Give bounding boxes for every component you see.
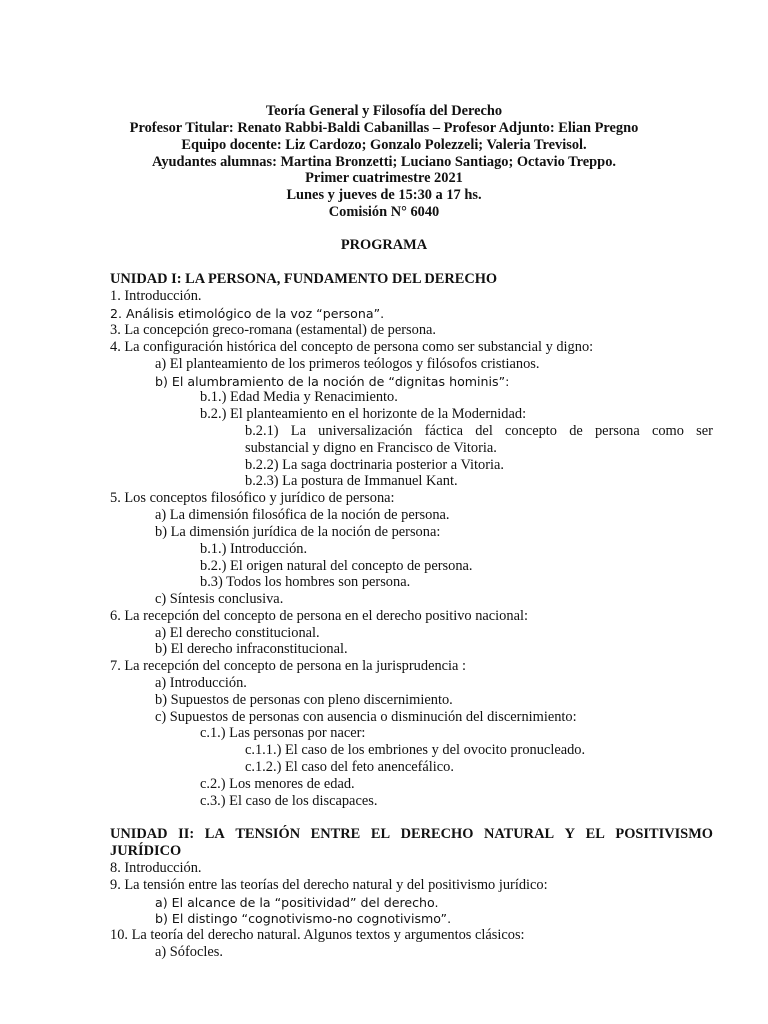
list-item: a) El alcance de la “positividad” del derecho. [155,895,439,910]
list-item: b) El derecho infraconstitucional. [155,641,348,657]
course-title: Teoría General y Filosofía del Derecho [265,103,503,119]
list-item: b.2.) El planteamiento en el horizonte de la Modernidad: [200,406,527,422]
professors-line: Profesor Titular: Renato Rabbi-Baldi Cabanillas – Profesor Adjunto: Elian Pregno [129,120,639,136]
list-item: 6. La recepción del concepto de persona en el derecho positivo nacional: [110,608,528,624]
word: de [569,423,583,439]
word: concepto [505,423,557,439]
word: EL [585,826,605,842]
word: UNIDAD [110,826,168,842]
teaching-team-line: Equipo docente: Liz Cardozo; Gonzalo Polezzeli; Valeria Trevisol. [181,137,587,153]
list-item: 1. Introducción. [110,288,202,304]
word: DERECHO [400,826,474,842]
list-item: 10. La teoría del derecho natural. Algunos textos y argumentos clásicos: [110,927,525,943]
word: EL [370,826,391,842]
word: NATURAL [483,826,555,842]
word: b.2.1) [245,423,279,439]
list-item-justified [245,423,713,440]
list-item: 7. La recepción del concepto de persona en la jurisprudencia : [110,658,467,674]
list-item: b.1.) Introducción. [200,541,308,557]
program-heading: PROGRAMA [340,237,428,253]
list-item: c.3.) El caso de los discapaces. [200,793,378,809]
list-item: b.2.) El origen natural del concepto de persona. [200,558,473,574]
unit-2-title [110,826,713,843]
list-item: b.2.2) La saga doctrinaria posterior a Vitoria. [245,457,505,473]
word: ser [696,423,713,439]
list-item: b.2.3) La postura de Immanuel Kant. [245,473,458,489]
word: universalización [318,423,413,439]
commission-line: Comisión N° 6040 [328,204,440,220]
list-item: a) Introducción. [155,675,247,691]
list-item: c.1.) Las personas por nacer: [200,725,366,741]
list-item: b.1.) Edad Media y Renacimiento. [200,389,398,405]
list-item: a) Sófocles. [155,944,223,960]
list-item: 2. Análisis etimológico de la voz “persona”. [110,306,385,321]
unit-1-title: UNIDAD I: LA PERSONA, FUNDAMENTO DEL DERECHO [110,271,498,287]
list-item: c.2.) Los menores de edad. [200,776,355,792]
list-item: b) La dimensión jurídica de la noción de persona: [155,524,441,540]
unit-2-title-continued: JURÍDICO [110,843,182,859]
list-item: a) El planteamiento de los primeros teólogos y filósofos cristianos. [155,356,540,372]
list-item: 9. La tensión entre las teorías del derecho natural y del positivismo jurídico: [110,877,548,893]
list-item: a) La dimensión filosófica de la noción de persona. [155,507,450,523]
list-item: b) El distingo “cognotivismo-no cognotivismo”. [155,911,452,926]
word: La [290,423,306,439]
list-item: 3. La concepción greco-romana (estamental) de persona. [110,322,437,338]
word: persona [594,423,640,439]
list-item: c.1.1.) El caso de los embriones y del ovocito pronucleado. [245,742,586,758]
list-item: 8. Introducción. [110,860,202,876]
list-item: b) El alumbramiento de la noción de “dignitas hominis”: [155,374,510,389]
list-item: c) Supuestos de personas con ausencia o disminución del discernimiento: [155,709,577,725]
word: ENTRE [310,826,361,842]
word: POSITIVISMO [615,826,713,842]
assistants-line: Ayudantes alumnas: Martina Bronzetti; Luciano Santiago; Octavio Treppo. [152,154,616,170]
schedule-line: Lunes y jueves de 15:30 a 17 hs. [286,187,482,203]
list-item: 4. La configuración histórica del concepto de persona como ser substancial y digno: [110,339,594,355]
word: LA [204,826,225,842]
list-item: b) Supuestos de personas con pleno discernimiento. [155,692,453,708]
list-item: b.3) Todos los hombres son persona. [200,574,411,590]
word: fáctica [424,423,464,439]
list-item: 5. Los conceptos filosófico y jurídico de persona: [110,490,395,506]
word: II: [178,826,195,842]
list-item: a) El derecho constitucional. [155,625,320,641]
word: como [651,423,684,439]
word: Y [564,826,576,842]
word: del [475,423,493,439]
list-item: substancial y digno en Francisco de Vitoria. [245,440,497,456]
word: TENSIÓN [235,826,301,842]
list-item: c.1.2.) El caso del feto anencefálico. [245,759,454,775]
list-item: c) Síntesis conclusiva. [155,591,284,607]
semester-line: Primer cuatrimestre 2021 [305,170,463,186]
